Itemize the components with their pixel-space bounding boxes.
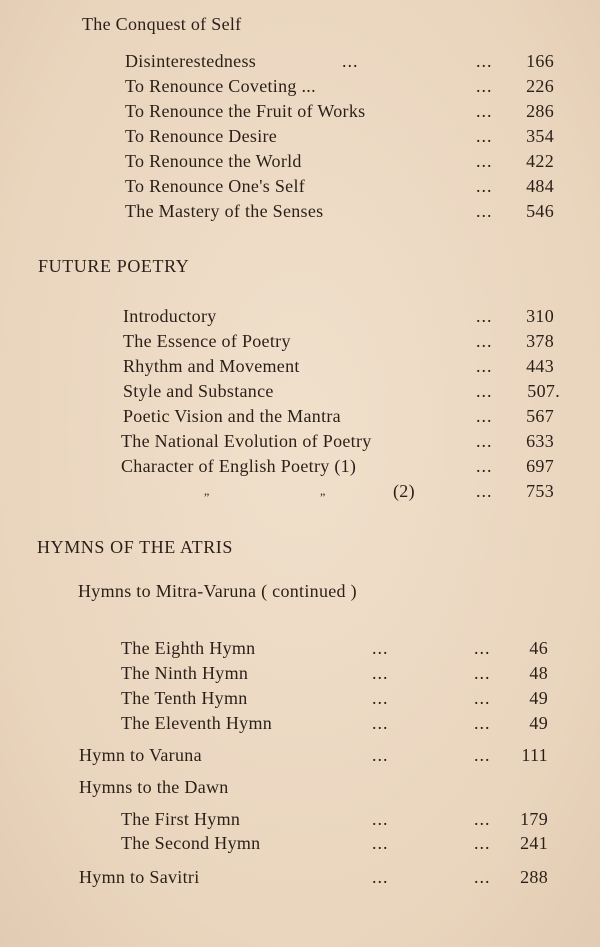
toc-page-number: 354 — [526, 126, 554, 146]
section-heading: FUTURE POETRY — [38, 256, 190, 276]
toc-page-number: 378 — [526, 331, 554, 351]
toc-page-number: 633 — [526, 431, 554, 451]
toc-entry-label: The Mastery of the Senses — [125, 201, 324, 221]
toc-entry-label: The Second Hymn — [121, 833, 261, 853]
ditto-mark: ” — [204, 490, 210, 504]
toc-leader: ... — [476, 381, 493, 401]
toc-page-number: 753 — [526, 481, 554, 501]
toc-page-number: 46 — [529, 638, 548, 658]
toc-page-number: 49 — [529, 713, 548, 733]
toc-entry-label: The Ninth Hymn — [121, 663, 249, 683]
toc-page-number: 286 — [526, 101, 554, 121]
toc-entry-label: The Essence of Poetry — [123, 331, 291, 351]
toc-entry-label: To Renounce the Fruit of Works — [125, 101, 366, 121]
toc-leader: ... — [474, 867, 491, 887]
toc-leader: ... — [476, 101, 493, 121]
toc-leader: ... — [476, 431, 493, 451]
toc-leader: ... — [476, 456, 493, 476]
toc-leader: ... — [474, 688, 491, 708]
toc-page-number: 49 — [529, 688, 548, 708]
toc-entry-label: To Renounce the World — [125, 151, 302, 171]
toc-leader: ... — [372, 809, 389, 829]
section-title: The Conquest of Self — [82, 14, 242, 34]
toc-leader: ... — [476, 201, 493, 221]
toc-page-number: 241 — [520, 833, 548, 853]
toc-leader: ... — [372, 688, 389, 708]
toc-leader: ... — [372, 663, 389, 683]
toc-entry-label: The Eighth Hymn — [121, 638, 256, 658]
toc-page-number: 179 — [520, 809, 548, 829]
toc-page-number: 111 — [521, 745, 548, 765]
toc-leader: ... — [474, 745, 491, 765]
toc-leader: ... — [476, 306, 493, 326]
toc-leader: ... — [476, 176, 493, 196]
toc-page-number: 507. — [527, 381, 560, 401]
toc-leader: ... — [372, 745, 389, 765]
toc-page-number: 484 — [526, 176, 554, 196]
toc-leader: ... — [342, 51, 359, 71]
toc-page-number: 567 — [526, 406, 554, 426]
toc-leader: ... — [476, 151, 493, 171]
toc-entry-label: (2) — [393, 481, 415, 501]
toc-entry-label: To Renounce Coveting ... — [125, 76, 316, 96]
toc-entry-label: The First Hymn — [121, 809, 241, 829]
toc-entry-label: Rhythm and Movement — [123, 356, 300, 376]
toc-page-number: 443 — [526, 356, 554, 376]
subsection-title: Hymns to Mitra-Varuna ( continued ) — [78, 581, 357, 601]
toc-leader: ... — [372, 713, 389, 733]
toc-entry-label: Character of English Poetry (1) — [121, 456, 357, 476]
toc-leader: ... — [372, 833, 389, 853]
toc-entry-label: The Eleventh Hymn — [121, 713, 273, 733]
toc-entry-label: The National Evolution of Poetry — [121, 431, 372, 451]
toc-leader: ... — [474, 638, 491, 658]
toc-entry-label: The Tenth Hymn — [121, 688, 248, 708]
toc-page-number: 546 — [526, 201, 554, 221]
toc-leader: ... — [476, 406, 493, 426]
toc-leader: ... — [372, 638, 389, 658]
toc-page-number: 422 — [526, 151, 554, 171]
toc-leader: ... — [372, 867, 389, 887]
toc-entry-label: Style and Substance — [123, 381, 274, 401]
toc-leader: ... — [476, 331, 493, 351]
toc-entry-label: To Renounce Desire — [125, 126, 278, 146]
toc-entry-label: Introductory — [123, 306, 217, 326]
toc-entry-label: Poetic Vision and the Mantra — [123, 406, 341, 426]
toc-page-number: 697 — [526, 456, 554, 476]
toc-page-number: 288 — [520, 867, 548, 887]
toc-entry-label: Disinterestedness — [125, 51, 257, 71]
toc-page-number: 310 — [526, 306, 554, 326]
ditto-mark: ” — [320, 490, 326, 504]
toc-entry-label: To Renounce One's Self — [125, 176, 306, 196]
toc-leader: ... — [476, 481, 493, 501]
subsection-title: Hymns to the Dawn — [79, 777, 229, 797]
toc-leader: ... — [476, 51, 493, 71]
toc-leader: ... — [476, 356, 493, 376]
toc-leader: ... — [476, 76, 493, 96]
toc-entry-label: Hymn to Savitri — [79, 867, 200, 887]
toc-leader: ... — [474, 809, 491, 829]
toc-page-number: 48 — [529, 663, 548, 683]
toc-leader: ... — [476, 126, 493, 146]
toc-page-number: 226 — [526, 76, 554, 96]
toc-entry-label: Hymn to Varuna — [79, 745, 202, 765]
section-heading: HYMNS OF THE ATRIS — [37, 537, 234, 557]
toc-page-number: 166 — [526, 51, 554, 71]
toc-leader: ... — [474, 713, 491, 733]
toc-leader: ... — [474, 833, 491, 853]
toc-leader: ... — [474, 663, 491, 683]
